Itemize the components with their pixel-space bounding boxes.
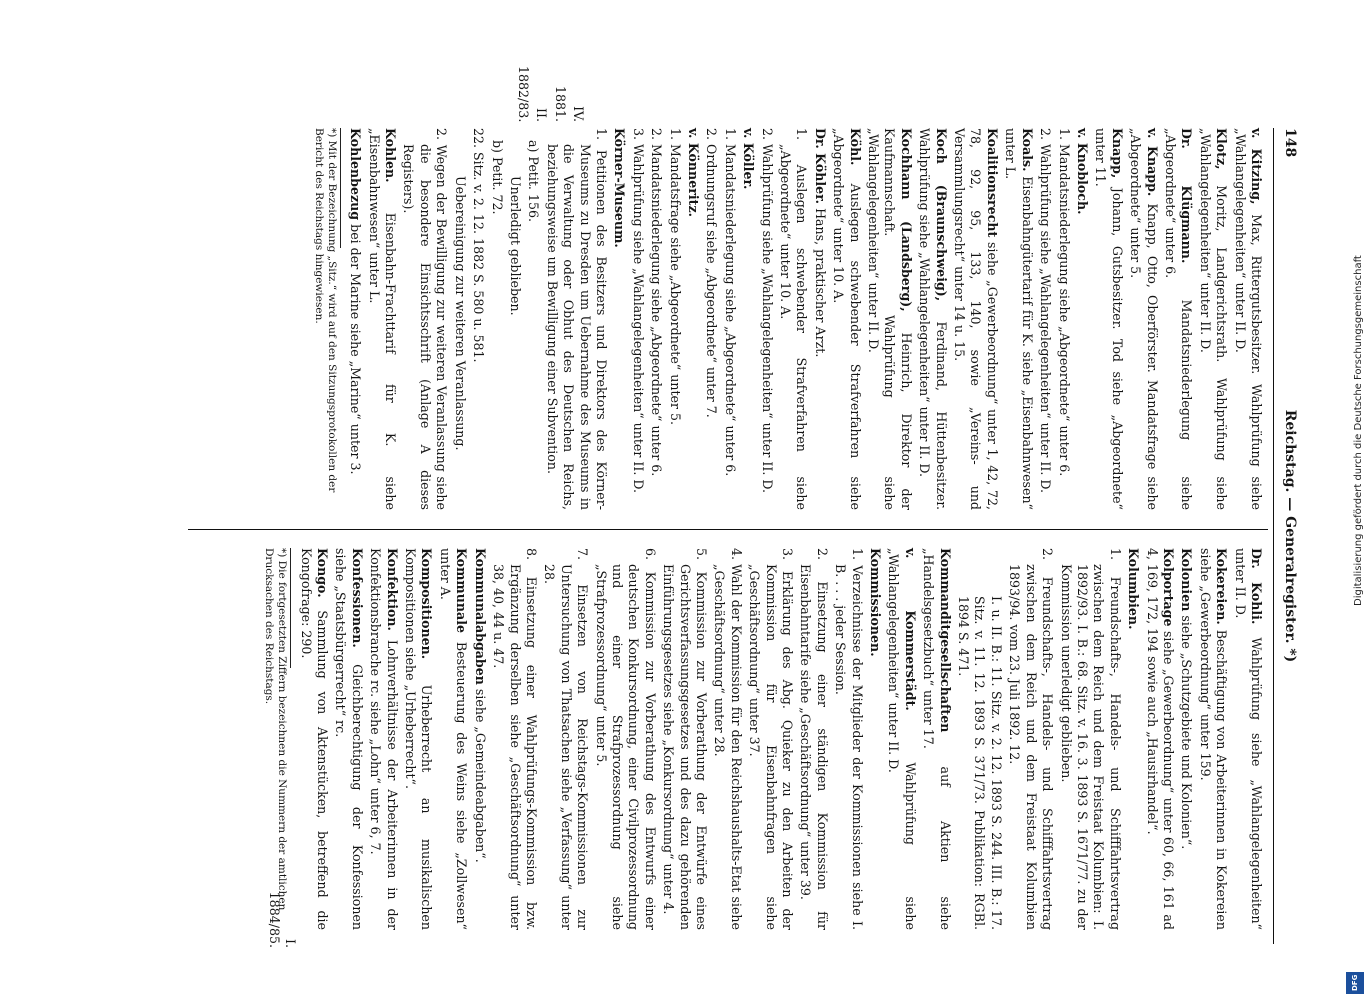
right-entry: Kongo. Sammlung von Aktenstücken, betreffend die Kongofrage: 290.	[298, 548, 331, 930]
entry-lemma: Klotz,	[1214, 128, 1230, 170]
right-margin-years	[265, 888, 298, 948]
entry-lemma: Kolonien	[1179, 548, 1195, 612]
left-entry: Klotz, Moritz, Landgerichtsrath. Wahlprüfung siehe „Wahlangelegenheiten“ unter II. D.	[1197, 128, 1230, 510]
entry-lemma: v. Könneritz.	[686, 128, 701, 217]
right-entry: 5. Kommission zur Vorberathung der Entwürfe eines Gerichtsverfassungsgesetzes und des dazu gehörenden Einführungsgesetzes siehe „Konkursordnung“ unter 4.	[661, 548, 709, 930]
left-entry: Koch (Braunschweig), Ferdinand, Hüttenbesitzer. Wahlprüfung siehe „Wahlangelegenheiten“ unter II. D.	[917, 128, 949, 510]
right-entry: 1. Freundschafts-, Handels- und Schifffahrtsvertrag zwischen dem Reich und dem Freistaat Kolumbien: I. 1892/93. I. B.: 68. Sitz. v. 16. 3. 1893 S. 1671/77. zu der Kommission unerledigt geblieben.	[1058, 548, 1123, 930]
left-footnote-rule	[340, 128, 341, 248]
entry-lemma: Knapp,	[1109, 128, 1125, 179]
right-margin-year: 1884/85.	[266, 891, 282, 948]
left-footnote: *) Mit der Bezeichnung „Sitz.“ wird auf den Sitzungsprotokollen der Bericht des Reichstags hingewiesen.	[312, 128, 338, 493]
digitisation-credit: Digitalisierung gefördert durch die Deutsche Forschungsgemeinschaft	[1353, 255, 1364, 606]
entry-lemma: Köhl.	[847, 128, 863, 166]
entry-lemma: Kongo.	[315, 548, 331, 598]
left-entry: Koals. Eisenbahngütertarif für K. siehe „Eisenbahnwesen“ unter L.	[1003, 128, 1035, 510]
left-entry: Kohlen. Eisenbahn-Frachttarif für K. siehe „Eisenbahnwesen“ unter L.	[366, 128, 399, 510]
left-entry: 1. Mandatsniederlegung siehe „Abgeordnete“ unter 6.	[1056, 128, 1072, 477]
entry-lemma: v. Kommerstädt.	[902, 548, 918, 711]
left-entry: Dr. Klügmann. Mandatsniederlegung siehe „Abgeordnete“ unter 6.	[1162, 128, 1195, 511]
entry-lemma: v. Knapp.	[1144, 128, 1160, 197]
right-entry: 2. Einsetzung einer ständigen Kommission für Eisenbahntarife siehe „Geschäftsordnung“ unter 39.	[798, 548, 830, 930]
entry-lemma: Dr. Köhler.	[812, 128, 828, 205]
right-entry: 3. Erklärung des Abg. Quieker zu den Arbeiten der Kommission für Eisenbahnfragen siehe „Geschäftsordnung“ unter 37.	[747, 548, 796, 930]
left-entry: Knapp, Johann, Gutsbesitzer. Tod siehe „Abgeordnete“ unter 11.	[1093, 128, 1125, 510]
left-entry: 1. Mandatsniederlegung siehe „Abgeordnete“ unter 6.	[722, 128, 738, 477]
entry-lemma: Konfessionen.	[349, 548, 365, 648]
page-number: 148	[1282, 128, 1298, 158]
right-entry: Kommunalabgaben siehe „Gemeindeabgaben“.	[472, 548, 488, 863]
right-entry	[867, 548, 883, 930]
entry-lemma: v. Köller.	[741, 128, 757, 190]
left-margin-year: II.	[534, 108, 550, 122]
page-title: Reichstag. — Generalregister. *)	[1282, 409, 1298, 663]
right-entry: 2. Freundschafts-, Handels- und Schifffahrtsvertrag zwischen dem Reich und dem Freistaat Kolumbien 1893/94. vom 23. Juli 1892. 12.	[1007, 548, 1056, 930]
entry-lemma: Dr. Klügmann.	[1179, 128, 1195, 264]
right-footnote-rule	[290, 548, 291, 668]
entry-lemma: Kohlen.	[383, 128, 399, 183]
entry-lemma: Kochhann (Landsberg),	[898, 128, 914, 312]
left-margin-year: IV.	[571, 106, 586, 122]
right-entry: 7. Einsetzen von Reichstags-Kommissionen zur Untersuchung von Thatsachen siehe „Verfassung“ unter 28.	[542, 548, 591, 930]
entry-lemma: Kohlenbezug	[348, 128, 364, 221]
left-margin-year: 1882/83.	[515, 66, 531, 123]
left-entry: b) Petit. 72.	[489, 140, 505, 215]
left-entry: Uebereinigung zur weiteren Veranlassung.	[452, 176, 468, 451]
right-entry: 8. Einsetzung einer Wahlprüfungs-Kommission bzw. Ergänzung derselben siehe „Geschäftsordnung“ unter 38, 40, 44 u. 47.	[491, 548, 539, 930]
left-entry	[1074, 128, 1090, 510]
entry-lemma: Konfektion.	[384, 548, 400, 631]
right-entry	[1125, 548, 1141, 930]
right-entry: Kolportage siehe „Gewerbeordnung“ unter 60, 66, 161 ad 4, 169, 172, 194 sowie auch „Hausirhandel“.	[1144, 548, 1176, 930]
right-column	[262, 548, 1264, 930]
right-entry: 6. Kommission zur Vorberathung des Entwurfs einer deutschen Konkursordnung, einer Civilprozessordnung und einer Strafprozessordnung siehe „Strafprozessordnung“ unter 5.	[593, 548, 658, 930]
right-entry: Kolonien siehe „Schutzgebiete und Kolonien“.	[1179, 548, 1195, 850]
left-entry: Dr. Köhler. Hans, praktischer Arzt.	[812, 128, 828, 358]
left-margin-year: 1881.	[552, 85, 568, 122]
left-entry: Kohlenbezug bei der Marine siehe „Marine“ unter 3.	[348, 128, 364, 475]
left-entry: Koalitionsrecht siehe „Gewerbeordnung“ unter 1, 42, 72, 78, 92, 95, 133, 140, sowie „Vereins- und Versammlungsrecht“ unter 14 u. 15.	[952, 128, 1000, 510]
entry-lemma: Koals.	[1019, 128, 1035, 172]
left-entry: Kochhann (Landsberg), Heinrich, Direktor der Kaufmannschaft. Wahlprüfung siehe „Wahlangelegenheiten“ unter II. D.	[866, 128, 914, 510]
left-entry: 2. Wahlprüfung siehe „Wahlangelegenheiten“ unter II. D.	[759, 128, 775, 494]
entry-lemma: Kolportage	[1160, 548, 1176, 627]
right-entry: Kommanditgesellschaften auf Aktien siehe „Handelsgesetzbuch“ unter 17.	[921, 548, 953, 930]
left-entry: a) Petit. 156.	[526, 140, 542, 222]
left-margin-years	[512, 66, 586, 122]
entry-lemma: Kommanditgesellschaften	[937, 548, 953, 733]
left-entry: 2. Wegen der Bewilligung zur weiteren Veranlassung siehe die besondere Einsichtsschrift (Anlage A dieses Registers).	[401, 128, 450, 510]
header-rule	[1273, 128, 1274, 944]
left-entry: Köhl. Auslegen schwebender Strafverfahren siehe „Abgeordnete“ unter 10. A.	[831, 128, 863, 510]
entry-lemma: Kokereien.	[1214, 548, 1230, 625]
left-entry: 2. Ordnungsruf siehe „Abgeordnete“ unter 7.	[704, 128, 720, 418]
left-entry: 1. Auslegen schwebender Strafverfahren siehe „Abgeordnete“ unter 10. A.	[778, 128, 810, 510]
left-entry: 3. Wahlprüfung siehe „Wahlangelegenheiten“ unter II. D.	[630, 128, 646, 494]
entry-lemma: Kommunale	[454, 548, 470, 633]
left-entry: 1. Petitionen des Besitzers und Direktors des Körner-Museums zu Dresden um Uebernahme des Museums in die Verwaltung oder Obhut des Deutschen Reichs, beziehungsweise um Bewilligung einer Subvention.	[544, 128, 609, 510]
entry-lemma: Koalitionsrecht	[984, 128, 1000, 238]
right-footnote: *) Die fortgesetzten Ziffern bezeichnen die Nummern der amtlichen Drucksachen des Reichstags.	[263, 548, 289, 911]
left-entry	[611, 128, 627, 510]
dfg-logo-icon: DFG	[1346, 972, 1364, 994]
entry-lemma: Dr. Kohli.	[1249, 548, 1264, 625]
entry-lemma: Kompositionen.	[419, 548, 435, 660]
rotated-register-page	[88, 66, 1298, 948]
entry-lemma: v. Knobloch.	[1074, 128, 1090, 215]
right-margin-year: I.	[283, 939, 298, 948]
column-divider	[188, 529, 1268, 530]
entry-lemma: Kolumbien.	[1126, 548, 1142, 630]
left-entry: v. Knapp. Knapp, Otto, Oberförster. Mandatsfrage siehe „Abgeordnete“ unter 5.	[1128, 128, 1160, 511]
left-entry: 2. Wahlprüfung siehe „Wahlangelegenheiten“ unter II. D.	[1038, 128, 1054, 494]
entry-lemma: Kommissionen.	[868, 548, 884, 657]
right-entry: I. u. II. B.: 11. Sitz. v. 2. 12. 1893 S. 244. III. B.: 17. Sitz. v. 11. 12. 1893 S. 371/73. Publikation: RGBl. 1894 S. 471.	[956, 596, 1004, 930]
right-entry: v. Kommerstädt. Wahlprüfung siehe „Wahlangelegenheiten“ unter II. D.	[886, 548, 918, 930]
left-column	[312, 128, 1264, 510]
right-entry: Konfektion. Lohnverhältnisse der Arbeiterinnen in der Konfektionsbranche rc. siehe „Lohn“ unter 6, 7.	[368, 548, 400, 930]
entry-lemma: Körner-Museum.	[612, 128, 628, 248]
left-entry: 22. Sitz. v. 2. 12. 1882 S. 580 u. 581.	[471, 128, 487, 363]
left-entry	[740, 128, 756, 510]
entry-lemma: Koch (Braunschweig),	[933, 128, 949, 302]
left-entry: v. Kitzing, Max, Rittergutsbesitzer. Wahlprüfung siehe „Wahlangelegenheiten“ unter II. D.	[1232, 128, 1264, 510]
right-entry: Konfessionen. Gleichberechtigung der Konfessionen siehe „Staatsbürgerrecht“ rc.	[333, 548, 365, 930]
left-entry	[685, 128, 701, 510]
running-head	[1276, 128, 1298, 944]
right-entry: Kommunale Besteuerung des Weins siehe „Zollwesen“ unter A.	[437, 548, 470, 930]
right-entry: Kompositionen. Urheberrecht an musikalischen Kompositionen siehe „Urheberrecht“.	[403, 548, 435, 930]
right-entry: 1. Verzeichnisse der Mitglieder der Kommissionen siehe I. B. . . . jeder Session.	[833, 548, 865, 930]
entry-lemma: Kommunalabgaben	[472, 548, 488, 685]
left-entry: 1. Mandatsfrage siehe „Abgeordnete“ unter 5.	[667, 128, 683, 425]
right-entry: Dr. Kohli. Wahlprüfung siehe „Wahlangelegenheiten“ unter II. D.	[1232, 548, 1264, 930]
entry-lemma: v. Kitzing,	[1249, 128, 1264, 205]
left-entry: Unerledigt geblieben.	[507, 176, 523, 316]
right-entry: 4. Wahl der Kommission für den Reichshaushalts-Etat siehe „Geschäftsordnung“ unter 28.	[712, 548, 744, 930]
left-entry: 2. Mandatsniederlegung siehe „Abgeordnete“ unter 6.	[649, 128, 665, 477]
right-entry: Kokereien. Beschäftigung von Arbeiterinnen in Kokereien siehe „Gewerbeordnung“ unter 159.	[1197, 548, 1230, 930]
